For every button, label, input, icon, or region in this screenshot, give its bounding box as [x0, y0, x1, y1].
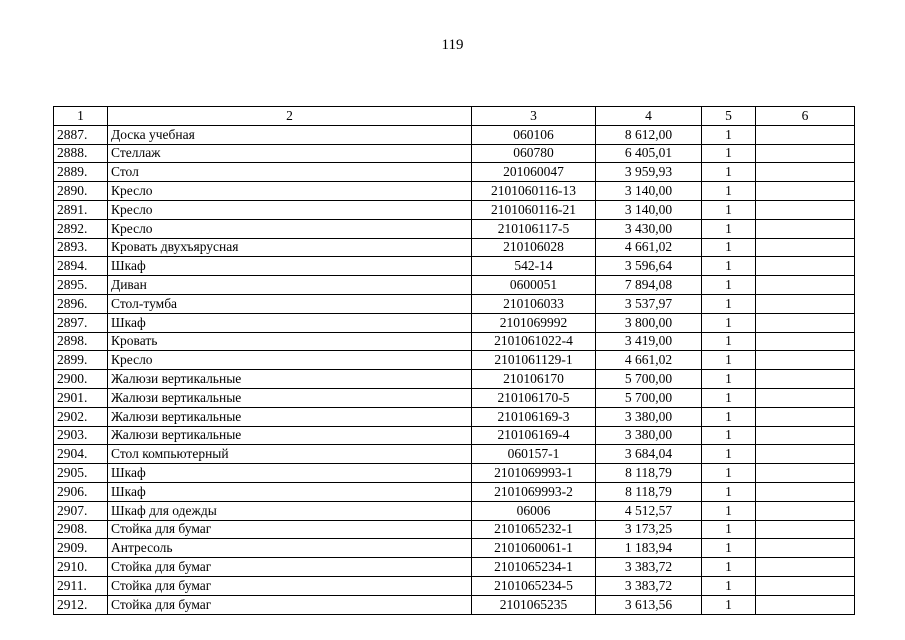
item-price: 3 380,00 — [596, 407, 702, 426]
item-name: Шкаф — [108, 257, 472, 276]
table-row — [54, 426, 855, 445]
item-price: 8 612,00 — [596, 125, 702, 144]
table-row — [54, 370, 855, 389]
item-quantity: 1 — [702, 200, 756, 219]
row-number: 2904. — [54, 445, 108, 464]
item-name: Кресло — [108, 182, 472, 201]
row-number: 2889. — [54, 163, 108, 182]
table-row — [54, 445, 855, 464]
item-name: Шкаф для одежды — [108, 501, 472, 520]
table-row — [54, 595, 855, 614]
extra-cell — [756, 445, 855, 464]
item-quantity: 1 — [702, 257, 756, 276]
extra-cell — [756, 370, 855, 389]
row-number: 2887. — [54, 125, 108, 144]
extra-cell — [756, 407, 855, 426]
row-number: 2897. — [54, 313, 108, 332]
table-row — [54, 257, 855, 276]
table-row — [54, 238, 855, 257]
row-number: 2892. — [54, 219, 108, 238]
header-col-3: 3 — [472, 107, 596, 126]
extra-cell — [756, 257, 855, 276]
table-row — [54, 351, 855, 370]
inventory-code: 2101065234-5 — [472, 576, 596, 595]
item-name: Стол — [108, 163, 472, 182]
row-number: 2895. — [54, 276, 108, 295]
item-name: Кресло — [108, 351, 472, 370]
item-price: 3 140,00 — [596, 182, 702, 201]
extra-cell — [756, 313, 855, 332]
table-row — [54, 144, 855, 163]
inventory-table — [53, 106, 855, 615]
row-number: 2893. — [54, 238, 108, 257]
row-number: 2911. — [54, 576, 108, 595]
inventory-code: 542-14 — [472, 257, 596, 276]
table-body — [54, 125, 855, 614]
item-price: 3 800,00 — [596, 313, 702, 332]
extra-cell — [756, 388, 855, 407]
row-number: 2909. — [54, 539, 108, 558]
item-price: 4 512,57 — [596, 501, 702, 520]
row-number: 2902. — [54, 407, 108, 426]
row-number: 2888. — [54, 144, 108, 163]
item-name: Кресло — [108, 200, 472, 219]
table-row — [54, 576, 855, 595]
header-col-2: 2 — [108, 107, 472, 126]
table-row — [54, 313, 855, 332]
item-quantity: 1 — [702, 426, 756, 445]
row-number: 2907. — [54, 501, 108, 520]
extra-cell — [756, 125, 855, 144]
row-number: 2899. — [54, 351, 108, 370]
item-quantity: 1 — [702, 501, 756, 520]
inventory-code: 2101069993-2 — [472, 482, 596, 501]
item-quantity: 1 — [702, 182, 756, 201]
inventory-code: 060106 — [472, 125, 596, 144]
extra-cell — [756, 464, 855, 483]
table-row — [54, 520, 855, 539]
inventory-code: 210106170 — [472, 370, 596, 389]
table-row — [54, 294, 855, 313]
item-name: Стеллаж — [108, 144, 472, 163]
inventory-code: 2101065232-1 — [472, 520, 596, 539]
table-row — [54, 539, 855, 558]
item-quantity: 1 — [702, 313, 756, 332]
table-header — [54, 107, 855, 126]
table-row — [54, 501, 855, 520]
inventory-code: 2101065235 — [472, 595, 596, 614]
item-quantity: 1 — [702, 351, 756, 370]
item-quantity: 1 — [702, 595, 756, 614]
table-row — [54, 163, 855, 182]
item-quantity: 1 — [702, 163, 756, 182]
item-name: Шкаф — [108, 313, 472, 332]
item-name: Кровать — [108, 332, 472, 351]
item-quantity: 1 — [702, 276, 756, 295]
item-price: 3 596,64 — [596, 257, 702, 276]
table-row — [54, 407, 855, 426]
item-price: 3 380,00 — [596, 426, 702, 445]
extra-cell — [756, 238, 855, 257]
item-price: 3 140,00 — [596, 200, 702, 219]
item-quantity: 1 — [702, 539, 756, 558]
extra-cell — [756, 144, 855, 163]
row-number: 2898. — [54, 332, 108, 351]
item-name: Жалюзи вертикальные — [108, 388, 472, 407]
item-price: 3 173,25 — [596, 520, 702, 539]
item-quantity: 1 — [702, 144, 756, 163]
inventory-code: 060157-1 — [472, 445, 596, 464]
table-row — [54, 464, 855, 483]
item-quantity: 1 — [702, 482, 756, 501]
extra-cell — [756, 182, 855, 201]
extra-cell — [756, 576, 855, 595]
item-price: 6 405,01 — [596, 144, 702, 163]
extra-cell — [756, 200, 855, 219]
row-number: 2890. — [54, 182, 108, 201]
item-price: 5 700,00 — [596, 388, 702, 407]
inventory-code: 210106028 — [472, 238, 596, 257]
table-row — [54, 200, 855, 219]
item-price: 5 700,00 — [596, 370, 702, 389]
inventory-code: 210106033 — [472, 294, 596, 313]
row-number: 2906. — [54, 482, 108, 501]
row-number: 2912. — [54, 595, 108, 614]
inventory-code: 06006 — [472, 501, 596, 520]
extra-cell — [756, 501, 855, 520]
item-price: 3 383,72 — [596, 576, 702, 595]
row-number: 2908. — [54, 520, 108, 539]
table-row — [54, 182, 855, 201]
inventory-code: 2101069993-1 — [472, 464, 596, 483]
table-row — [54, 558, 855, 577]
item-name: Диван — [108, 276, 472, 295]
item-name: Кровать двухъярусная — [108, 238, 472, 257]
table-row — [54, 125, 855, 144]
inventory-code: 2101069992 — [472, 313, 596, 332]
extra-cell — [756, 294, 855, 313]
item-quantity: 1 — [702, 576, 756, 595]
item-name: Жалюзи вертикальные — [108, 407, 472, 426]
item-quantity: 1 — [702, 407, 756, 426]
inventory-code: 210106117-5 — [472, 219, 596, 238]
extra-cell — [756, 426, 855, 445]
header-col-4: 4 — [596, 107, 702, 126]
row-number: 2894. — [54, 257, 108, 276]
item-name: Стойка для бумаг — [108, 576, 472, 595]
item-quantity: 1 — [702, 219, 756, 238]
extra-cell — [756, 219, 855, 238]
item-quantity: 1 — [702, 238, 756, 257]
inventory-code: 2101060061-1 — [472, 539, 596, 558]
extra-cell — [756, 520, 855, 539]
header-col-6: 6 — [756, 107, 855, 126]
extra-cell — [756, 163, 855, 182]
row-number: 2900. — [54, 370, 108, 389]
item-name: Антресоль — [108, 539, 472, 558]
item-price: 3 419,00 — [596, 332, 702, 351]
item-price: 3 537,97 — [596, 294, 702, 313]
item-quantity: 1 — [702, 125, 756, 144]
header-col-1: 1 — [54, 107, 108, 126]
row-number: 2910. — [54, 558, 108, 577]
item-name: Жалюзи вертикальные — [108, 370, 472, 389]
row-number: 2905. — [54, 464, 108, 483]
item-quantity: 1 — [702, 445, 756, 464]
inventory-code: 060780 — [472, 144, 596, 163]
item-name: Шкаф — [108, 482, 472, 501]
inventory-code: 2101060116-21 — [472, 200, 596, 219]
table-row — [54, 388, 855, 407]
item-quantity: 1 — [702, 332, 756, 351]
extra-cell — [756, 351, 855, 370]
extra-cell — [756, 276, 855, 295]
item-price: 8 118,79 — [596, 482, 702, 501]
inventory-code: 2101061022-4 — [472, 332, 596, 351]
item-name: Стойка для бумаг — [108, 520, 472, 539]
item-price: 1 183,94 — [596, 539, 702, 558]
table-row — [54, 276, 855, 295]
item-price: 3 959,93 — [596, 163, 702, 182]
item-quantity: 1 — [702, 388, 756, 407]
inventory-code: 201060047 — [472, 163, 596, 182]
item-name: Стол компьютерный — [108, 445, 472, 464]
extra-cell — [756, 482, 855, 501]
inventory-code: 0600051 — [472, 276, 596, 295]
extra-cell — [756, 539, 855, 558]
item-quantity: 1 — [702, 370, 756, 389]
row-number: 2901. — [54, 388, 108, 407]
item-quantity: 1 — [702, 520, 756, 539]
inventory-code: 210106170-5 — [472, 388, 596, 407]
row-number: 2903. — [54, 426, 108, 445]
item-quantity: 1 — [702, 464, 756, 483]
item-price: 8 118,79 — [596, 464, 702, 483]
row-number: 2891. — [54, 200, 108, 219]
item-name: Кресло — [108, 219, 472, 238]
extra-cell — [756, 558, 855, 577]
item-price: 4 661,02 — [596, 238, 702, 257]
table-row — [54, 219, 855, 238]
inventory-code: 2101065234-1 — [472, 558, 596, 577]
inventory-code: 210106169-4 — [472, 426, 596, 445]
item-quantity: 1 — [702, 294, 756, 313]
item-name: Стойка для бумаг — [108, 595, 472, 614]
table-row — [54, 482, 855, 501]
extra-cell — [756, 595, 855, 614]
item-quantity: 1 — [702, 558, 756, 577]
item-price: 4 661,02 — [596, 351, 702, 370]
row-number: 2896. — [54, 294, 108, 313]
extra-cell — [756, 332, 855, 351]
item-name: Шкаф — [108, 464, 472, 483]
header-col-5: 5 — [702, 107, 756, 126]
item-price: 7 894,08 — [596, 276, 702, 295]
page-number: 119 — [441, 37, 464, 53]
item-name: Доска учебная — [108, 125, 472, 144]
inventory-code: 2101061129-1 — [472, 351, 596, 370]
item-price: 3 684,04 — [596, 445, 702, 464]
item-name: Жалюзи вертикальные — [108, 426, 472, 445]
item-name: Стойка для бумаг — [108, 558, 472, 577]
item-price: 3 430,00 — [596, 219, 702, 238]
item-price: 3 613,56 — [596, 595, 702, 614]
header-row — [54, 107, 855, 126]
item-name: Стол-тумба — [108, 294, 472, 313]
inventory-code: 210106169-3 — [472, 407, 596, 426]
inventory-code: 2101060116-13 — [472, 182, 596, 201]
item-price: 3 383,72 — [596, 558, 702, 577]
table-row — [54, 332, 855, 351]
